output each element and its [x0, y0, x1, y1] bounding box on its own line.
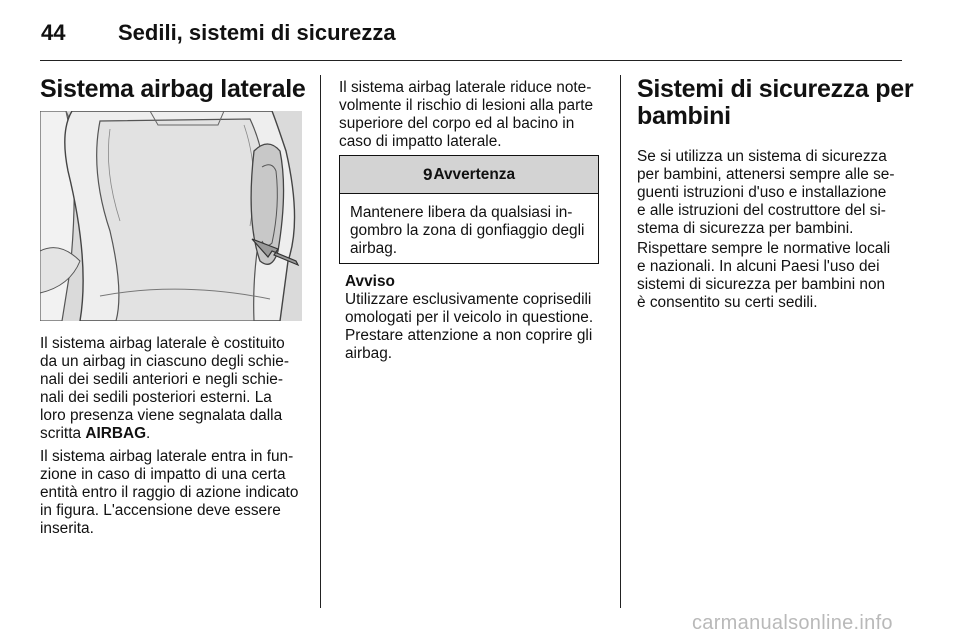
child-restraint-paragraph-1: Se si utilizza un sistema di sicurezza per bambini, attenersi sempre alle se- guenti istruzioni d'uso e installazione e alle istruzioni del costruttore del si- stema di sicurezza per bambini. — [637, 148, 895, 237]
page-number: 44 — [41, 20, 66, 45]
column-divider-right — [620, 75, 621, 608]
column-divider-left — [320, 75, 321, 608]
section-heading-side-airbag: Sistema airbag laterale — [40, 75, 306, 103]
watermark-text: carmanualsonline.info — [692, 612, 893, 634]
warning-title: Avvertenza — [433, 165, 516, 183]
warning-header — [340, 156, 598, 194]
warning-icon: 9 — [422, 164, 433, 184]
note-label: Avviso — [345, 273, 395, 290]
section-heading-child-restraint: Sistemi di sicurezza per bambini — [637, 75, 914, 130]
airbag-label-text: AIRBAG — [85, 425, 147, 442]
side-airbag-paragraph-1: Il sistema airbag laterale è costituito da un airbag in ciascuno degli schie- nali dei sedili anteriori e negli schie- nali dei sedili posteriori esterni. La loro presenza viene segnalata dalla scritta AIRBAG. — [40, 335, 289, 442]
header-rule — [40, 60, 902, 61]
chapter-title: Sedili, sistemi di sicurezza — [118, 20, 396, 45]
side-airbag-paragraph-2: Il sistema airbag laterale entra in fun- zione in caso di impatto di una certa entità entro il raggio di azione indicato in figura. L'accensione deve essere inserita. — [40, 448, 299, 537]
note-body: Utilizzare esclusivamente coprisedili omologati per il veicolo in questione. Prestare attenzione a non coprire gli airbag. — [345, 291, 594, 362]
child-restraint-paragraph-2: Rispettare sempre le normative locali e nazionali. In alcuni Paesi l'uso dei sistemi di sicurezza per bambini non è consentito su certi sedili. — [637, 240, 891, 311]
warning-box — [339, 155, 599, 264]
warning-body: Mantenere libera da qualsiasi in- gombro la zona di gonfiaggio degli airbag. — [350, 204, 585, 257]
side-airbag-paragraph-3: Il sistema airbag laterale riduce note- volmente il rischio di lesioni alla parte superiore del corpo ed al bacino in caso di impatto laterale. — [339, 79, 594, 150]
side-airbag-seat-illustration — [40, 111, 302, 321]
